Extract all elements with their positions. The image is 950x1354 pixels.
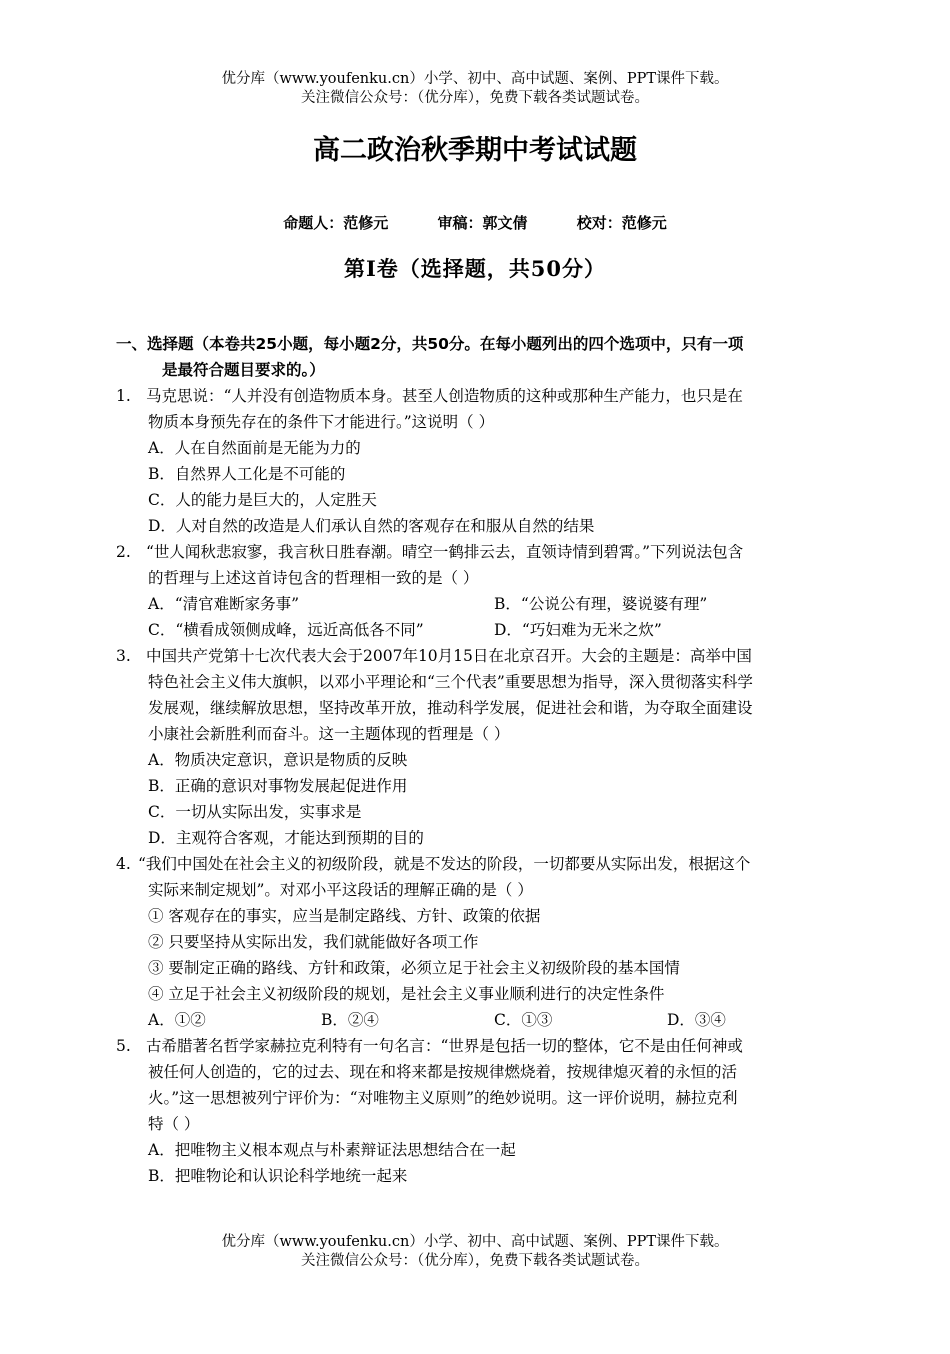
question-list bbox=[116, 383, 840, 1189]
option-b: B．把唯物论和认识论科学地统一起来 bbox=[148, 1167, 408, 1185]
option-c: C．“横看成领侧成峰，远近高低各不同” bbox=[148, 621, 424, 639]
question-number: 2. bbox=[116, 543, 131, 561]
credit-proofreader: 校对：范修元 bbox=[576, 214, 667, 232]
page-footer bbox=[0, 1233, 950, 1271]
option-d: D．“巧妇难为无米之炊” bbox=[494, 621, 662, 639]
option-b: B．“公说公有理，婆说婆有理” bbox=[494, 595, 708, 613]
option-c: C．①③ bbox=[494, 1011, 553, 1029]
section-line-1: 一、选择题（本卷共25小题，每小题2分，共50分。在每小题列出的四个选项中，只有一项 bbox=[116, 335, 744, 353]
statement-3: ③ 要制定正确的路线、方针和政策，必须立足于社会主义初级阶段的基本国情 bbox=[148, 959, 680, 977]
question-1 bbox=[116, 383, 840, 539]
statement-1: ① 客观存在的事实，应当是制定路线、方针、政策的依据 bbox=[148, 907, 541, 925]
option-a: A．把唯物主义根本观点与朴素辩证法思想结合在一起 bbox=[148, 1141, 516, 1159]
option-a: A．人在自然面前是无能为力的 bbox=[148, 439, 361, 457]
question-text-line: 古希腊著名哲学家赫拉克利特有一句名言：“世界是包括一切的整体，它不是由任何神或 bbox=[146, 1037, 743, 1055]
option-b: B．自然界人工化是不可能的 bbox=[148, 465, 346, 483]
option-row bbox=[116, 1007, 840, 1033]
question-number: 1. bbox=[116, 387, 131, 405]
question-2 bbox=[116, 539, 840, 643]
header-line-2: 关注微信公众号：（优分库），免费下载各类试题试卷。 bbox=[301, 90, 649, 106]
credit-author: 命题人：范修元 bbox=[283, 214, 389, 232]
question-number: 5. bbox=[116, 1037, 131, 1055]
question-text-line: “世人闻秋悲寂寥，我言秋日胜春潮。晴空一鹤排云去，直领诗情到碧霄。”下列说法包含 bbox=[146, 543, 744, 561]
option-a: A．“清官难断家务事” bbox=[148, 595, 300, 613]
option-row bbox=[116, 617, 840, 643]
credit-reviewer: 审稿：郭文倩 bbox=[437, 214, 528, 232]
question-text-line: 发展观，继续解放思想，坚持改革开放，推动科学发展，促进社会和谐，为夺取全面建设 bbox=[148, 699, 753, 717]
option-row bbox=[116, 591, 840, 617]
statement-2: ② 只要坚持从实际出发，我们就能做好各项工作 bbox=[148, 933, 479, 951]
question-text-line: 火。”这一思想被列宁评价为：“对唯物主义原则”的绝妙说明。这一评价说明，赫拉克利 bbox=[148, 1089, 738, 1107]
header-line-1: 优分库（www.youfenku.cn）小学、初中、高中试题、案例、PPT课件下载。 bbox=[221, 71, 729, 87]
credits bbox=[0, 212, 950, 233]
question-4 bbox=[116, 851, 840, 1033]
question-text-line: 中国共产党第十七次代表大会于2007年10月15日在北京召开。大会的主题是：高举中国 bbox=[146, 647, 752, 665]
option-d: D．③④ bbox=[667, 1011, 726, 1029]
question-text-line: 特（ ） bbox=[148, 1115, 200, 1133]
page-header bbox=[0, 70, 950, 108]
option-d: D．主观符合客观，才能达到预期的目的 bbox=[148, 829, 424, 847]
question-text-line: 小康社会新胜利而奋斗。这一主题体现的哲理是（ ） bbox=[148, 725, 510, 743]
question-text-line: 被任何人创造的，它的过去、现在和将来都是按规律燃烧着，按规律熄灭着的永恒的活 bbox=[148, 1063, 738, 1081]
question-text-line: 马克思说：“人并没有创造物质本身。甚至人创造物质的这种或那种生产能力，也只是在 bbox=[146, 387, 743, 405]
question-text-line: 的哲理与上述这首诗包含的哲理相一致的是（ ） bbox=[148, 569, 479, 587]
volume-heading: 第Ⅰ卷（选择题，共50分） bbox=[343, 256, 607, 281]
question-text-line: 特色社会主义伟大旗帜，以邓小平理论和“三个代表”重要思想为指导，深入贯彻落实科学 bbox=[148, 673, 753, 691]
option-c: C．人的能力是巨大的，人定胜天 bbox=[148, 491, 377, 509]
question-text-line: 实际来制定规划”。对邓小平这段话的理解正确的是（ ） bbox=[148, 881, 533, 899]
option-d: D．人对自然的改造是人们承认自然的客观存在和服从自然的结果 bbox=[148, 517, 595, 535]
question-text-line: “我们中国处在社会主义的初级阶段，就是不发达的阶段，一切都要从实际出发，根据这个 bbox=[138, 855, 751, 873]
exam-title: 高二政治秋季期中考试试题 bbox=[313, 135, 637, 166]
footer-line-2: 关注微信公众号：（优分库），免费下载各类试题试卷。 bbox=[301, 1253, 649, 1269]
footer-line-1: 优分库（www.youfenku.cn）小学、初中、高中试题、案例、PPT课件下载。 bbox=[221, 1234, 729, 1250]
question-number: 4. bbox=[116, 855, 131, 873]
question-text-line: 物质本身预先存在的条件下才能进行。”这说明（ ） bbox=[148, 413, 495, 431]
option-a: A．①② bbox=[148, 1011, 206, 1029]
option-c: C．一切从实际出发，实事求是 bbox=[148, 803, 362, 821]
question-number: 3. bbox=[116, 647, 131, 665]
section-heading bbox=[116, 331, 840, 383]
question-5 bbox=[116, 1033, 840, 1189]
option-a: A．物质决定意识，意识是物质的反映 bbox=[148, 751, 408, 769]
question-3 bbox=[116, 643, 840, 851]
statement-4: ④ 立足于社会主义初级阶段的规划，是社会主义事业顺利进行的决定性条件 bbox=[148, 985, 665, 1003]
option-b: B．正确的意识对事物发展起促进作用 bbox=[148, 777, 408, 795]
option-b: B．②④ bbox=[321, 1011, 379, 1029]
section-line-2: 是最符合题目要求的。） bbox=[162, 361, 325, 379]
